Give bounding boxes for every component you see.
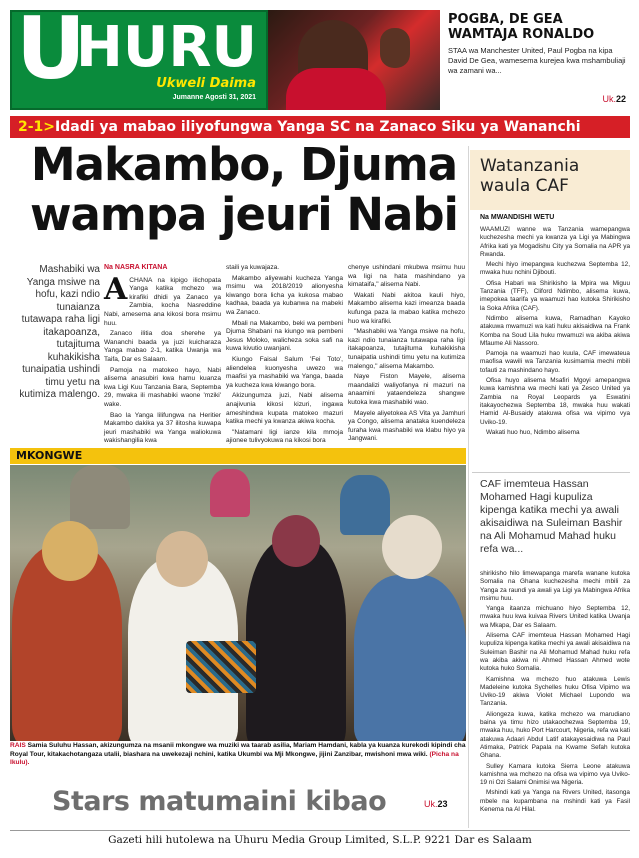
background-person: [70, 465, 130, 529]
side-paragraph: Ndimbo alisema kuwa, Ramadhan Kayoko atakuwa mwamuzi wa kati huku akisaidiwa na Frank Komba na Soud Lila huku mwamuzi wa akiba akiwa Mfaume Ali Nassoro.: [480, 314, 630, 347]
article-paragraph: Akizungumza juzi, Nabi alisema anajivunia kikosi kizuri, ingawa ameshindwa kupata matokeo mazuri katika mechi ya kwanza akiwa kocha.: [226, 392, 343, 426]
article-paragraph: Makambo aliyewahi kucheza Yanga msimu wa 2018/2019 alionyesha kiwango bora licha ya kukosa mabao kadhaa, baada ya kubanwa na mabeki wa Zanaco.: [226, 274, 343, 316]
stars-headline[interactable]: Stars matumaini kibao: [52, 786, 387, 817]
side-paragraph: Ofisa Habari wa Shirikisho la Mpira wa Miguu Tanzania (TFF), Cliford Ndimbo, alisema kuwa, imepokea taarifa ya waamuzi hao kutoka Shirikisho la Soka Afrika (CAF).: [480, 279, 630, 312]
strap-score: 2-1>: [18, 119, 56, 135]
player-hand-shape: [380, 28, 410, 68]
tagline: Ukweli Daima: [156, 76, 256, 91]
side-pull-quote: CAF imemteua Hassan Mohamed Hagi kupuliza kipenga katika mechi ya awali akisaidiwa na Suleiman Bashir na Ali Mohamud Mahad huku refa wa...: [480, 478, 623, 555]
foreground-person: [246, 539, 346, 741]
teaser-headline: [448, 12, 630, 42]
page-prefix: Uk.: [424, 799, 438, 809]
article-paragraph: Bao la Yanga lilifungwa na Heritier Makambo dakika ya 37 ilitosha kuwapa jeuri mashabiki wa Yanga waliokuwa wakishangilia kwa: [104, 411, 221, 445]
handbag-shape: [186, 641, 256, 693]
person-head: [272, 515, 320, 567]
pull-quote: Mashabiki wa Yanga msiwe na hofu, kazi ndio tunaianza tutawapa raha ligi itakapoanza, tutajituma kuhakikisha tunaipatia ushindi timu yetu na kutimiza malengo.: [19, 264, 100, 400]
side-divider: [472, 472, 630, 473]
article-byline: Na NASRA KITANA: [104, 264, 168, 271]
publisher-footer: Gazeti hili hutolewa na Uhuru Media Group Limited, S.L.P. 9221 Dar es Salaam: [10, 830, 630, 848]
side-paragraph: Mechi hiyo imepangwa kuchezwa Septemba 12, mwaka huu nchini Djibouti.: [480, 261, 630, 277]
side-paragraph: Yanga itaanza michuano hiyo Septemba 12, mwaka huu kwa kuivaa Rivers United katika Uwanja wa Mkapa, Dar es Salaam.: [480, 605, 630, 629]
page-number: 23: [437, 799, 448, 809]
teaser-story[interactable]: [448, 12, 630, 108]
foreground-person: [354, 575, 466, 741]
teaser-page-ref[interactable]: [602, 94, 626, 104]
side-headline[interactable]: Watanzania waula CAF: [480, 156, 580, 196]
stars-page-ref[interactable]: [424, 799, 448, 809]
side-paragraph: Pamoja na waamuzi hao kuula, CAF imewateua maofisa wawili wa Tanzania kusimamia mechi mbili tofauti za mashindano hayo.: [480, 350, 630, 374]
article-paragraph: Zanaco ilitia doa sherehe ya Wananchi baada ya juzi kuicharaza Yanga mabao 2-1, katika Uwanja wa Taifa, Dar es Salaam.: [104, 330, 221, 363]
score-strap: [10, 116, 630, 138]
article-paragraph: Naye Fiston Mayele, alisema maandalizi waliyofanya ni mazuri na anaamini yataendeleza shangwe kutoka kwa mashabiki wao.: [348, 373, 465, 406]
caption-credit: (Picha na Ikulu).: [10, 750, 459, 767]
side-paragraph: WAAMUZI wanne wa Tanzania wamepangwa kuchezesha mechi ya kwanza ya Ligi ya Mabingwa Afrika kati ya Mogadishu City ya Somalia na APR ya Rwanda.: [480, 226, 630, 258]
article-column-3: [348, 264, 465, 446]
teaser-photo[interactable]: [268, 10, 440, 110]
logo-initial: U: [16, 0, 86, 99]
side-paragraph: Aliongeza kuwa, katika mchezo wa marudiano baina ya timu hizo utakaochezwa Septemba 19, mwaka huu, huko Port Harcourt, Nigeria, refa wa kati atakuwa Adaari Abdul Latif atakayesaidiwa na Paul Atimaka, Patrick Papala na Kwame Sefah kutoka Ghana.: [480, 710, 630, 760]
newspaper-logo[interactable]: [10, 0, 268, 110]
photo-caption: [10, 742, 466, 768]
article-paragraph: "Natamani ligi ianze kila mmoja ajionee tulivyokuwa na kikosi bora: [226, 428, 343, 445]
page-number: 22: [615, 94, 626, 104]
article-paragraph: Pamoja na matokeo hayo, Nabi alisema anasubiri kwa hamu kuanza kwa Ligi Kuu Tanzania Bara, Septemba 29, mwaka ili mashabiki waone 'mziki' wake.: [104, 366, 221, 408]
side-paragraph: Kamishna wa mchezo huo atakuwa Lewis Madeleine kutoka Sychelles huku Ofisa Vipimo wa Uviko-19 akiwa Violet Michael Lupondo wa Tanzania.: [480, 675, 630, 708]
article-column-1: [104, 264, 221, 448]
column-divider: [468, 146, 469, 828]
side-paragraph: Wakati huo huo, Ndimbo alisema: [486, 428, 580, 436]
page-prefix: Uk.: [602, 94, 616, 104]
person-head: [42, 521, 98, 581]
main-photo[interactable]: [10, 465, 466, 741]
masthead: [10, 0, 630, 110]
side-paragraph: Mshindi kati ya Yanga na Rivers United, itasonga mbele na kupambana na mshindi kati ya Fasil Kenema na Al Hilal.: [480, 789, 630, 814]
teaser-headline-line2: WAMTAJA RONALDO: [448, 27, 595, 42]
drop-cap: A: [104, 271, 128, 307]
side-paragraph: Sulley Kamara kutoka Sierra Leone atakuwa kamishna wa mchezo na ofisa wa vipimo vya Uviko-19 ni Ozi Salami Onimisi wa Nigeria.: [480, 762, 630, 787]
article-paragraph: chenye ushindani mkubwa msimu huu wa ligi na hata mashindano ya kimataifa," alisema Nabi.: [348, 264, 465, 289]
player-shirt-shape: [286, 68, 386, 110]
teaser-body: STAA wa Manchester United, Paul Pogba na kipa David De Gea, wamesema kurejea kwa mshambuliaji wa zamani wa...: [448, 46, 626, 75]
logo-wordmark: HURU: [76, 15, 257, 80]
main-headline-line2: wampa jeuri Nabi: [29, 188, 458, 241]
photo-section-label: MKONGWE: [10, 448, 466, 464]
teaser-headline-line1: POGBA, DE GEA: [448, 12, 563, 27]
article-paragraph: Wakati Nabi akitoa kauli hiyo, Makambo alisema kazi imeanza baada kufunga paza la mabao katika mchezo huo wa kirafiki.: [348, 291, 465, 325]
background-person: [340, 475, 390, 535]
person-head: [156, 531, 208, 587]
article-paragraph: staili ya kuwajaza.: [226, 264, 280, 271]
article-paragraph: "Mashabiki wa Yanga msiwe na hofu, kazi ndio tunaianza tutawapa raha ligi itakapoanza, tutajituma kuhakikisha tunaipatia ushindi timu yetu na kutimiza malengo," alisema Makambo.: [348, 328, 465, 370]
side-paragraph: Ofisa huyo alisema Msafiri Mgoyi amepangwa kuwa kamishna wa mechi kati ya Zesco United ya Zambia na Royal Leopards ya Eswatini itakayochezwa Septemba 18, mwaka huu wakati Hamid Al-Busaidy atakuwa ofisa wa vipimo vya Uviko-19.: [480, 377, 630, 426]
article-paragraph: Mayele aliyetokea AS Vita ya Jamhuri ya Congo, alisema anataka kuendeleza furaha kwa mashabiki wa klabu hiyo ya Jangwani.: [348, 409, 465, 443]
background-person: [210, 469, 250, 517]
article-paragraph: Kiungo Faisal Salum 'Fei Toto', aliendelea kuonyesha uwezo wa maafisi ya mashabiki wa Yanga, baada ya kucheza kwa kiwango bora.: [226, 355, 343, 389]
caption-lead: RAIS: [10, 742, 26, 749]
person-head: [382, 515, 442, 579]
article-paragraph: CHANA na kipigo ilichopata Yanga katika mchezo wa kirafiki dhidi ya Zanaco ya Zambia, kocha Nasreddine Nabi, amesema ana kikosi bora msimu huu.: [104, 276, 221, 327]
main-headline-line1: Makambo, Djuma: [30, 138, 458, 191]
article-paragraph: Mbali na Makambo, beki wa pembeni Djuma Shabani na kiungo wa pembeni Jesus Moloko, walicheza soka safi na kuwa kivutio uwanjani.: [226, 319, 343, 353]
strap-text: Idadi ya mabao iliyofungwa Yanga SC na Zanaco Siku ya Wananchi: [55, 119, 581, 135]
side-story-part2: [480, 570, 630, 816]
side-paragraph: shirikisho hilo limewapanga marefa wanane kutoka Somalia na Ghana kuchezesha mechi mbili za Yanga za raundi ya awali ya Ligi ya Mabingwa Afrika msimu huu.: [480, 570, 630, 602]
side-byline: Na MWANDISHI WETU: [480, 214, 555, 221]
main-headline[interactable]: [24, 140, 464, 240]
issue-date: Jumanne Agosti 31, 2021: [172, 94, 256, 101]
caption-text: Samia Suluhu Hassan, akizungumza na msanii mkongwe wa muziki wa taarab asilia, Mariam Hamdani, kabla ya kuanza kurekodi kipindi cha Royal Tour, kitakachotangaza utalii, biashara na uwekezaji nchini, katika Ukumbi wa Mji Mkongwe, jijini Zanzibar, mwishoni mwa wiki.: [10, 742, 466, 758]
article-column-2: [226, 264, 343, 448]
side-story-part1: [480, 226, 630, 439]
side-paragraph: Alisema CAF imemteua Hassan Mohamed Hagi kupuliza kipenga katika mechi ya awali akisaidiwa na Suleiman Bashir na Ali Mohamud Mahad huku refa wa akiba akiwa ni Ahmed Hassan Ahmed wote kutoka huko Somalia.: [480, 632, 630, 673]
